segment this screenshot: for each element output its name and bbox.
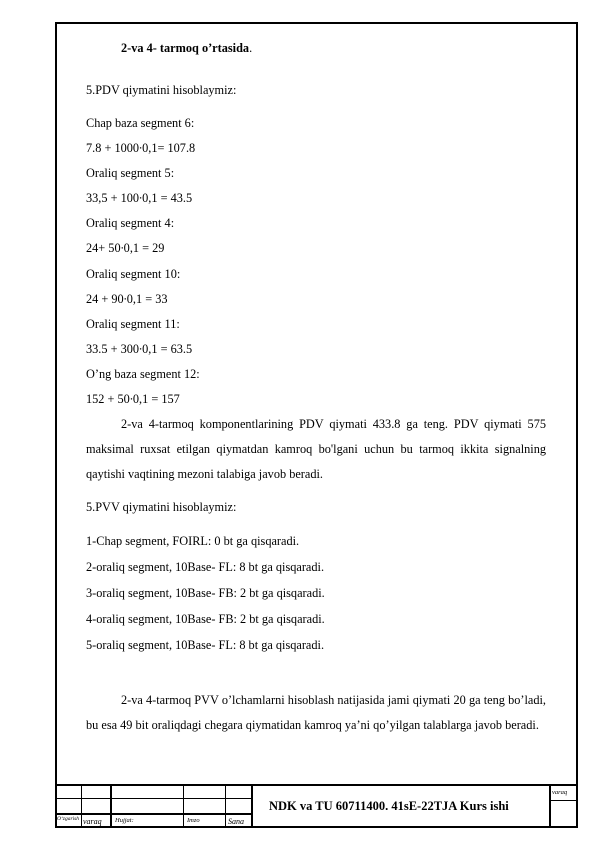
segment-formula: 7.8 + 1000∙0,1= 107.8 bbox=[86, 141, 196, 155]
pdv-conclusion: 2-va 4-tarmoq komponentlarining PDV qiymati 433.8 ga teng. PDV qiymati 575 maksimal ruxsat etilgan qiymatdan kamroq bo'lgani uchun bu tarmoq ikkita signalning qaytishi vaqtining mezoni talabiga javob beradi. bbox=[86, 417, 546, 481]
segment-label: Oraliq segment 10: bbox=[86, 267, 181, 281]
stamp-sheet-label: varaq bbox=[552, 789, 568, 796]
stamp-col-hujjat: Hujjat: bbox=[115, 817, 134, 824]
segment-label: Oraliq segment 4: bbox=[86, 216, 175, 230]
pvv-item: 3-oraliq segment, 10Base- FB: 2 bt ga qisqaradi. bbox=[86, 586, 325, 600]
pdv-title: 5.PDV qiymatini hisoblaymiz: bbox=[86, 83, 237, 97]
stamp-col-varaq: varaq bbox=[83, 817, 102, 826]
segment-formula: 24+ 50∙0,1 = 29 bbox=[86, 241, 165, 255]
stamp-col-sana: Sana bbox=[228, 817, 244, 826]
stamp-col-imzo: Imzo bbox=[187, 817, 200, 824]
segment-label: Oraliq segment 11: bbox=[86, 317, 180, 331]
pvv-item: 1-Chap segment, FOIRL: 0 bt ga qisqaradi. bbox=[86, 534, 300, 548]
segment-label: O’ng baza segment 12: bbox=[86, 367, 200, 381]
segment-formula: 33,5 + 100∙0,1 = 43.5 bbox=[86, 191, 193, 205]
title-block-stamp bbox=[55, 784, 578, 828]
segment-formula: 24 + 90∙0,1 = 33 bbox=[86, 292, 168, 306]
segment-formula: 33.5 + 300∙0,1 = 63.5 bbox=[86, 342, 193, 356]
pvv-item: 5-oraliq segment, 10Base- FL: 8 bt ga qisqaradi. bbox=[86, 638, 325, 652]
pvv-conclusion: 2-va 4-tarmoq PVV o’lchamlarni hisoblash natijasida jami qiymati 20 ga teng bo’ladi, bu esa 49 bit oraliqdagi chegara qiymatidan kamroq ya’ni qo’yilgan talablarga javob beradi. bbox=[86, 693, 546, 732]
pvv-item: 4-oraliq segment, 10Base- FB: 2 bt ga qisqaradi. bbox=[86, 612, 325, 626]
document-title: NDK va TU 60711400. 41sE-22TJA Kurs ishi bbox=[269, 799, 509, 813]
segment-formula: 152 + 50∙0,1 = 157 bbox=[86, 392, 180, 406]
segment-label: Chap baza segment 6: bbox=[86, 116, 195, 130]
section-heading: 2-va 4- tarmoq o’rtasida. bbox=[121, 41, 253, 55]
pvv-item: 2-oraliq segment, 10Base- FL: 8 bt ga qisqaradi. bbox=[86, 560, 325, 574]
stamp-col-ozgarish: O‘zgarish bbox=[57, 816, 80, 822]
segment-label: Oraliq segment 5: bbox=[86, 166, 175, 180]
pvv-title: 5.PVV qiymatini hisoblaymiz: bbox=[86, 500, 237, 514]
